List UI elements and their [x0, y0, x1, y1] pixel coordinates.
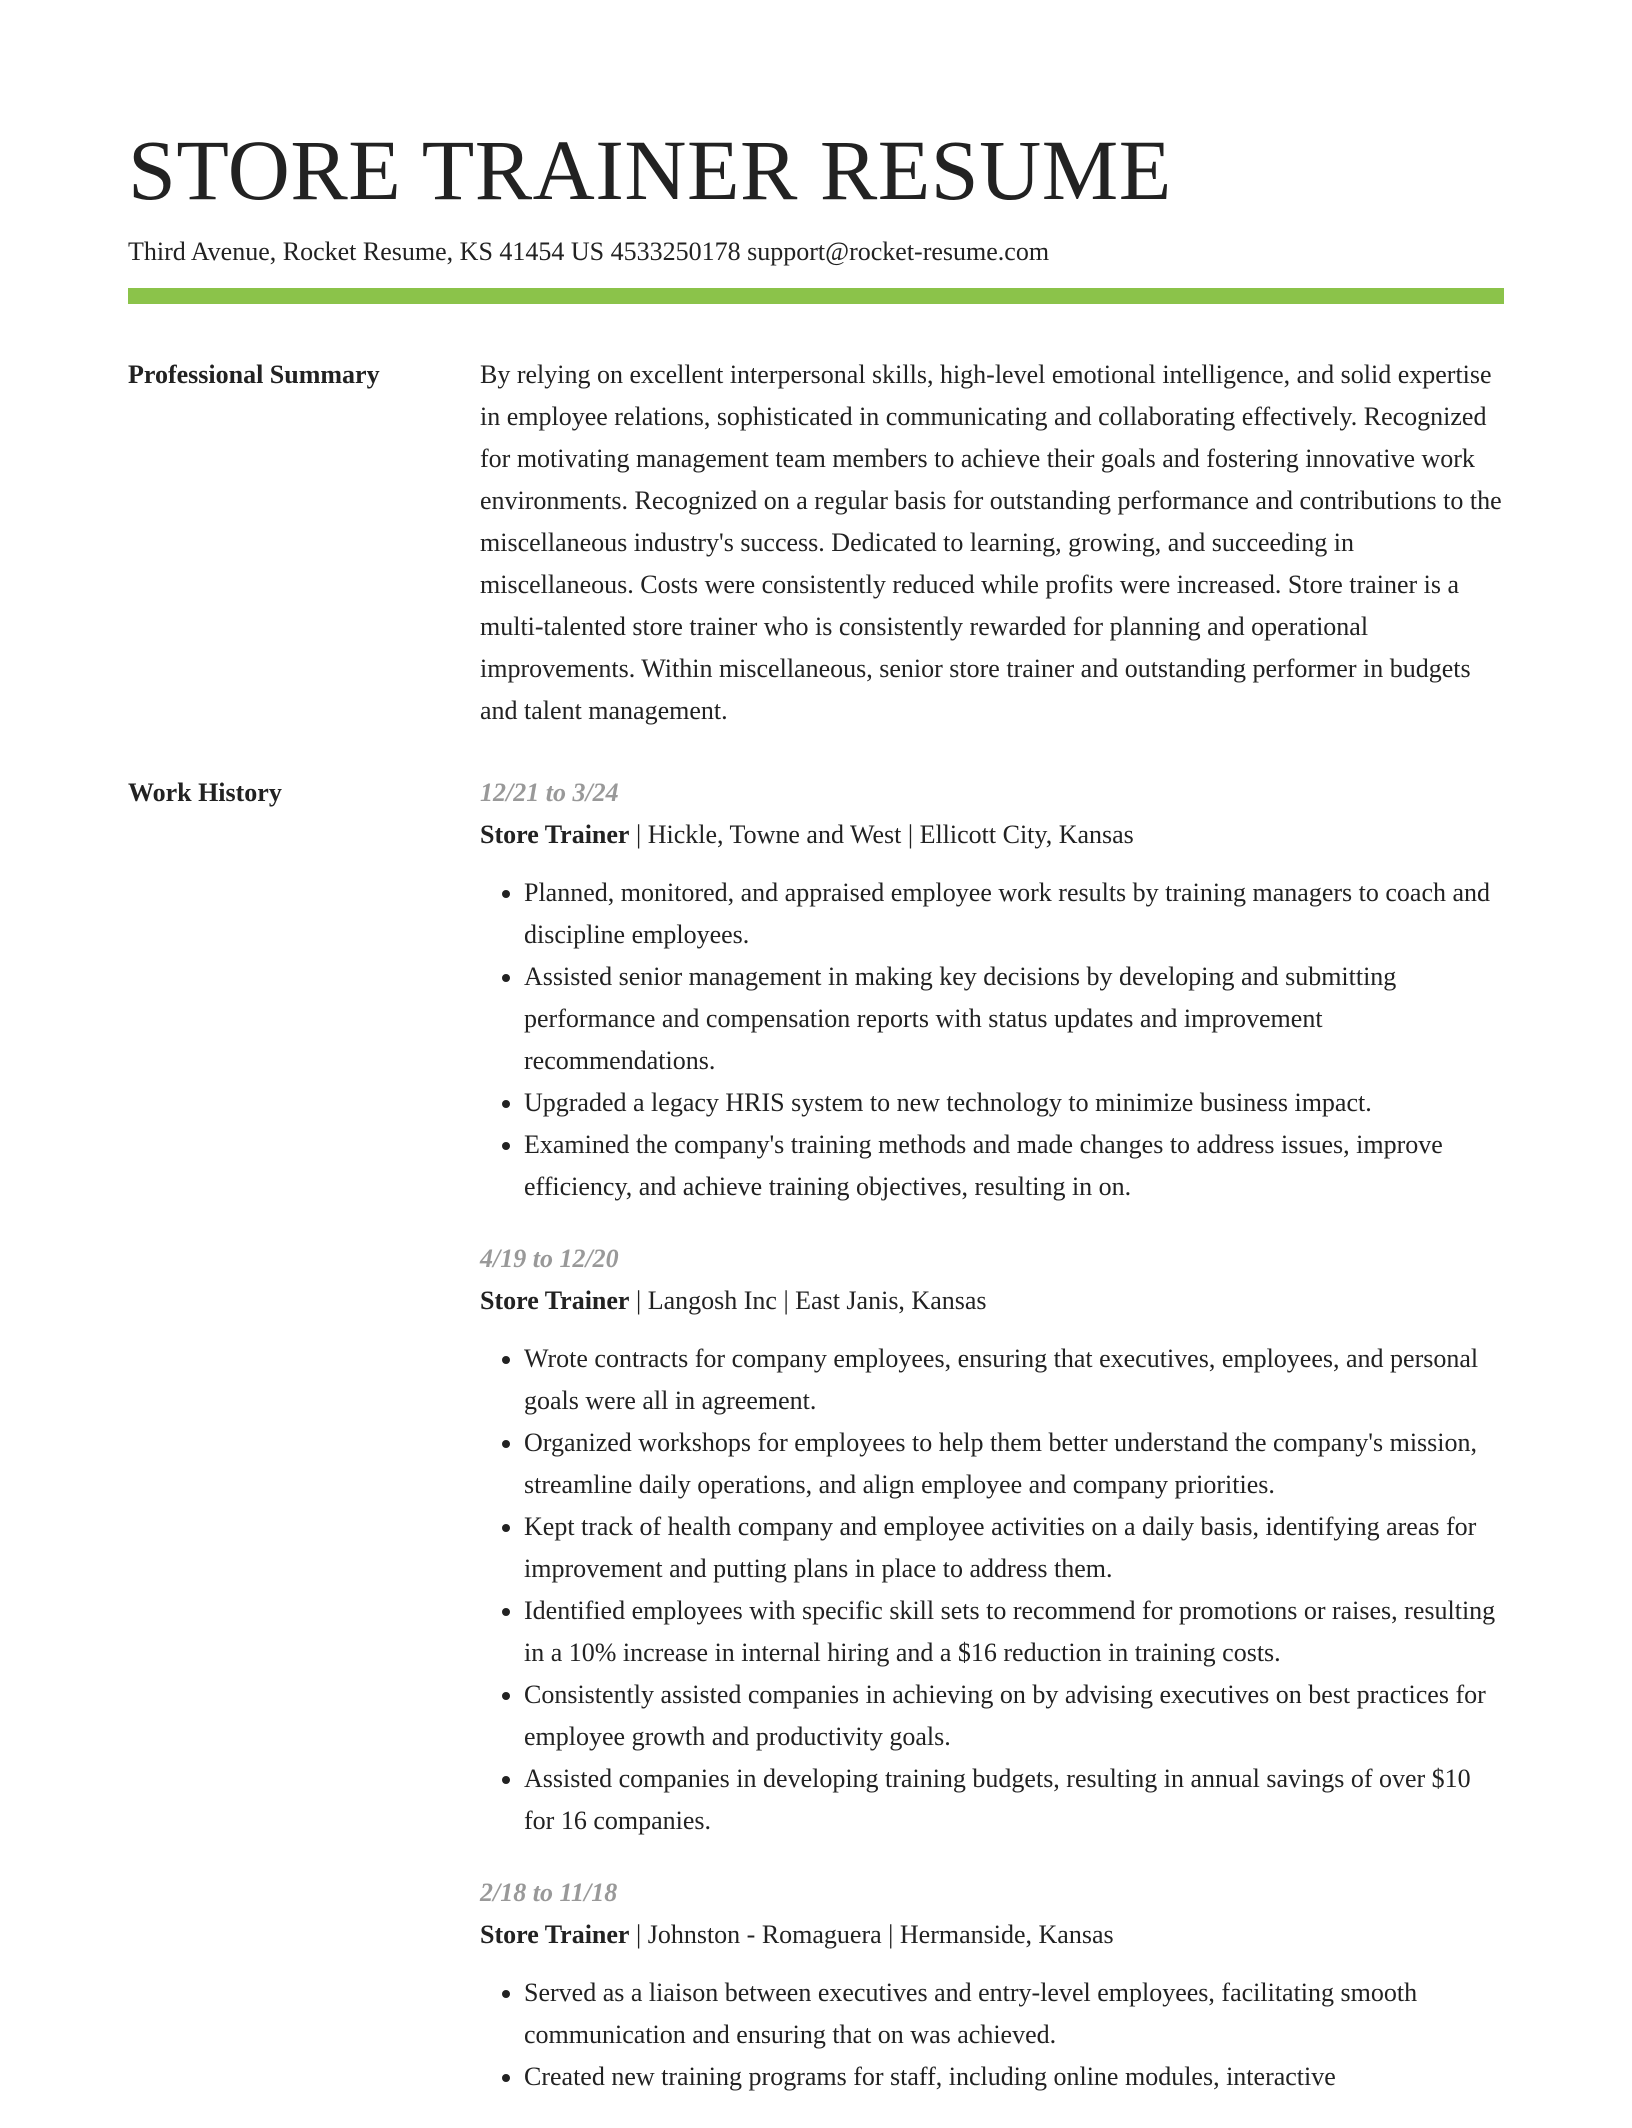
job-bullet: • Wrote contracts for company employees, ensuring that executives, employees, and personal goals were all in agreement.	[524, 1338, 1504, 1422]
job-entry	[480, 1238, 1504, 1842]
job-separator: |	[629, 820, 648, 849]
job-company: Hickle, Towne and West	[647, 820, 902, 849]
job-entry	[480, 772, 1504, 1208]
job-company: Langosh Inc	[647, 1286, 777, 1315]
job-bullet: • Organized workshops for employees to help them better understand the company's mission, streamline daily operations, and align employee and company priorities.	[524, 1422, 1504, 1506]
section-label-work-history: Work History	[128, 778, 282, 807]
job-heading	[480, 814, 1504, 856]
job-company: Johnston - Romaguera	[647, 1920, 882, 1949]
contact-info: Third Avenue, Rocket Resume, KS 41454 US 4533250178 support@rocket-resume.com	[128, 237, 1050, 266]
job-bullet-list	[480, 1972, 1504, 2098]
job-bullet: • Assisted senior management in making key decisions by developing and submitting performance and compensation reports with status updates and improvement recommendations.	[524, 956, 1504, 1082]
job-dates: 12/21 to 3/24	[480, 778, 619, 807]
job-bullet: • Identified employees with specific skill sets to recommend for promotions or raises, resulting in a 10% increase in internal hiring and a $16 reduction in training costs.	[524, 1590, 1504, 1674]
job-dates: 2/18 to 11/18	[480, 1878, 618, 1907]
job-separator: |	[776, 1286, 796, 1315]
summary-text: By relying on excellent interpersonal skills, high-level emotional intelligence, and solid expertise in employee relations, sophisticated in communicating and collaborating effectively. Recognized for motivating management team members to achieve their goals and fostering innovative work environments. Recognized on a regular basis for outstanding performance and contributions to the miscellaneous industry's success. Dedicated to learning, growing, and succeeding in miscellaneous. Costs were consistently reduced while profits were increased. Store trainer is a multi-talented store trainer who is consistently rewarded for planning and operational improvements. Within miscellaneous, senior store trainer and outstanding performer in budgets and talent management.	[480, 360, 1502, 725]
accent-divider	[128, 288, 1504, 304]
job-heading	[480, 1914, 1504, 1956]
job-entry	[480, 1872, 1504, 2098]
job-dates: 4/19 to 12/20	[480, 1244, 619, 1273]
resume-page	[128, 0, 1504, 2128]
job-bullet-list	[480, 872, 1504, 1208]
job-role: Store Trainer	[480, 1286, 630, 1315]
job-separator: |	[629, 1920, 648, 1949]
job-separator: |	[901, 820, 920, 849]
job-bullet: • Served as a liaison between executives and entry-level employees, facilitating smooth communication and ensuring that on was achieved.	[524, 1972, 1504, 2056]
job-location: East Janis, Kansas	[795, 1286, 987, 1315]
job-bullet: • Kept track of health company and employee activities on a daily basis, identifying areas for improvement and putting plans in place to address them.	[524, 1506, 1504, 1590]
job-separator: |	[881, 1920, 900, 1949]
work-history-body	[480, 772, 1504, 2128]
job-bullet: • Planned, monitored, and appraised employee work results by training managers to coach and discipline employees.	[524, 872, 1504, 956]
job-bullet: • Consistently assisted companies in achieving on by advising executives on best practices for employee growth and productivity goals.	[524, 1674, 1504, 1758]
job-location: Ellicott City, Kansas	[919, 820, 1134, 849]
job-separator: |	[629, 1286, 648, 1315]
job-bullet-list	[480, 1338, 1504, 1842]
job-bullet: • Examined the company's training methods and made changes to address issues, improve efficiency, and achieve training objectives, resulting in on.	[524, 1124, 1504, 1208]
professional-summary-body	[480, 354, 1504, 732]
job-location: Hermanside, Kansas	[899, 1920, 1114, 1949]
job-role: Store Trainer	[480, 1920, 630, 1949]
work-history-section	[128, 772, 1504, 2128]
job-bullet: • Upgraded a legacy HRIS system to new technology to minimize business impact.	[524, 1082, 1504, 1124]
job-bullet: • Assisted companies in developing training budgets, resulting in annual savings of over $10 for 16 companies.	[524, 1758, 1504, 1842]
professional-summary-section	[128, 354, 1504, 732]
resume-title: STORE TRAINER RESUME	[128, 122, 1172, 218]
section-label-professional-summary: Professional Summary	[128, 360, 380, 389]
job-bullet: • Created new training programs for staff, including online modules, interactive	[524, 2056, 1504, 2098]
job-role: Store Trainer	[480, 820, 630, 849]
job-heading	[480, 1280, 1504, 1322]
